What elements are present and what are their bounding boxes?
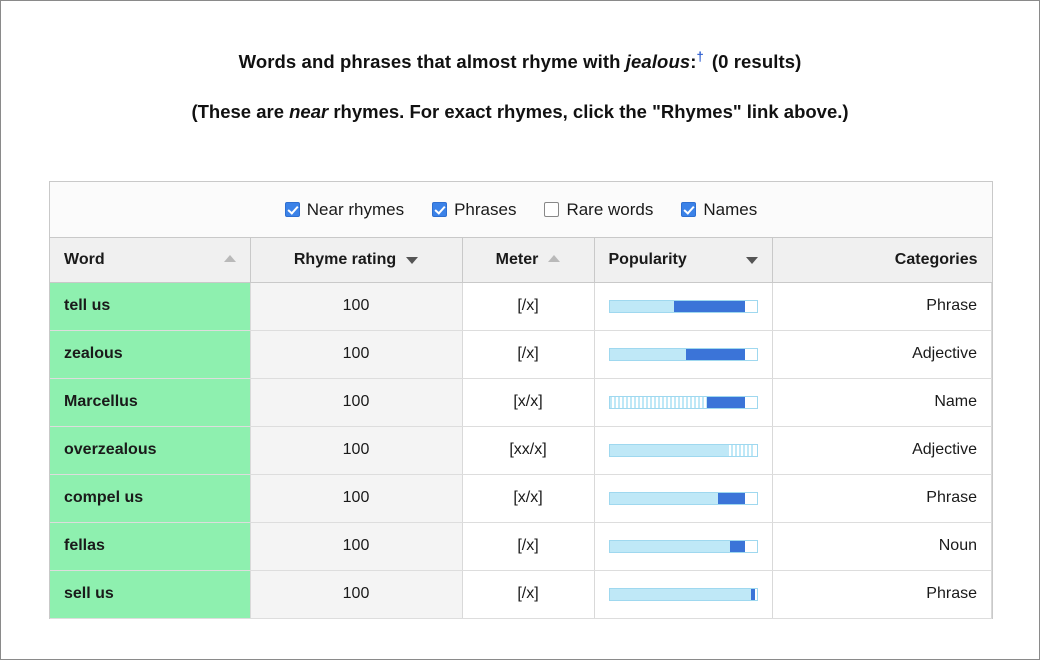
popularity-bar <box>609 444 758 457</box>
filter-names[interactable] <box>681 200 757 220</box>
cell-word[interactable]: Marcellus <box>50 378 250 426</box>
column-header-meter[interactable] <box>462 238 594 282</box>
table-row <box>50 522 992 570</box>
cell-meter: [/x] <box>462 570 594 618</box>
page-subtitle-emphasis: near <box>289 101 329 123</box>
popularity-bar-marker <box>730 541 745 552</box>
table-row <box>50 330 992 378</box>
table-row <box>50 378 992 426</box>
column-header-categories[interactable] <box>772 238 992 282</box>
cell-rhyme-rating: 100 <box>250 282 462 330</box>
cell-category: Phrase <box>772 570 992 618</box>
column-header-word[interactable] <box>50 238 250 282</box>
filter-rare-words[interactable] <box>544 200 653 220</box>
checkbox-phrases-icon[interactable] <box>432 202 447 217</box>
cell-word[interactable]: sell us <box>50 570 250 618</box>
cell-word[interactable]: zealous <box>50 330 250 378</box>
cell-meter: [/x] <box>462 522 594 570</box>
cell-word[interactable]: overzealous <box>50 426 250 474</box>
cell-popularity <box>594 570 772 618</box>
column-header-categories-label: Categories <box>894 250 978 268</box>
sort-arrow-updown-icon[interactable] <box>548 255 560 264</box>
filter-names-label: Names <box>703 199 758 219</box>
popularity-bar-fill <box>610 493 719 504</box>
filter-phrases-label: Phrases <box>454 199 517 219</box>
popularity-bar <box>609 396 758 409</box>
popularity-bar <box>609 300 758 313</box>
popularity-bar-fill <box>610 541 731 552</box>
checkbox-near-rhymes-icon[interactable] <box>285 202 300 217</box>
headings-block <box>1 1 1039 123</box>
cell-meter: [x/x] <box>462 378 594 426</box>
filter-near-rhymes-label: Near rhymes <box>306 199 405 219</box>
page-title <box>1 49 1039 73</box>
popularity-bar <box>609 492 758 505</box>
cell-popularity <box>594 330 772 378</box>
column-header-popularity-label: Popularity <box>608 250 687 268</box>
popularity-bar-dotted <box>610 397 707 408</box>
table-header-row <box>50 238 992 282</box>
filter-near-rhymes[interactable] <box>285 200 404 220</box>
popularity-bar <box>609 588 758 601</box>
cell-category: Adjective <box>772 330 992 378</box>
popularity-bar-marker <box>674 301 745 312</box>
rhymes-table <box>50 238 992 619</box>
cell-popularity <box>594 474 772 522</box>
popularity-bar <box>609 348 758 361</box>
popularity-bar-marker <box>686 349 745 360</box>
cell-category: Noun <box>772 522 992 570</box>
cell-rhyme-rating: 100 <box>250 474 462 522</box>
results-panel <box>49 181 993 619</box>
page-title-keyword: jealous <box>625 51 691 73</box>
cell-rhyme-rating: 100 <box>250 522 462 570</box>
popularity-bar-fill <box>610 589 751 600</box>
cell-popularity <box>594 378 772 426</box>
sort-arrow-down-icon[interactable] <box>406 255 418 264</box>
popularity-bar <box>609 540 758 553</box>
cell-rhyme-rating: 100 <box>250 570 462 618</box>
column-header-meter-label: Meter <box>495 250 539 268</box>
checkbox-names-icon[interactable] <box>681 202 696 217</box>
page-subtitle-before: (These are <box>191 101 290 123</box>
page-title-colon: : <box>690 51 697 73</box>
column-header-rhyme-rating-label: Rhyme rating <box>293 250 397 268</box>
cell-meter: [/x] <box>462 282 594 330</box>
cell-word[interactable]: fellas <box>50 522 250 570</box>
page-subtitle-after: rhymes. For exact rhymes, click the "Rhymes" link above.) <box>328 101 849 123</box>
cell-meter: [x/x] <box>462 474 594 522</box>
cell-popularity <box>594 522 772 570</box>
rhymes-table-body <box>50 282 992 618</box>
results-count: (0 results) <box>711 51 802 73</box>
popularity-bar-marker <box>718 493 744 504</box>
cell-word[interactable]: tell us <box>50 282 250 330</box>
table-row <box>50 474 992 522</box>
popularity-bar-fill <box>610 445 728 456</box>
rhymes-table-head <box>50 238 992 282</box>
sort-arrow-up-icon[interactable] <box>224 255 236 264</box>
filter-rare-words-label: Rare words <box>566 199 654 219</box>
cell-category: Adjective <box>772 426 992 474</box>
filter-bar <box>50 182 992 238</box>
cell-rhyme-rating: 100 <box>250 330 462 378</box>
checkbox-rare-words-icon[interactable] <box>544 202 559 217</box>
cell-popularity <box>594 426 772 474</box>
cell-category: Phrase <box>772 474 992 522</box>
page-title-prefix: Words and phrases that almost rhyme with <box>238 51 626 73</box>
table-row <box>50 282 992 330</box>
cell-category: Phrase <box>772 282 992 330</box>
column-header-popularity[interactable] <box>594 238 772 282</box>
cell-word[interactable]: compel us <box>50 474 250 522</box>
page-subtitle <box>1 101 1039 123</box>
table-row <box>50 570 992 618</box>
cell-popularity <box>594 282 772 330</box>
dagger-footnote-link[interactable]: † <box>696 49 704 64</box>
cell-meter: [xx/x] <box>462 426 594 474</box>
cell-rhyme-rating: 100 <box>250 426 462 474</box>
column-header-word-label: Word <box>64 250 105 268</box>
popularity-bar-marker <box>707 397 745 408</box>
column-header-rhyme-rating[interactable] <box>250 238 462 282</box>
cell-rhyme-rating: 100 <box>250 378 462 426</box>
cell-meter: [/x] <box>462 330 594 378</box>
popularity-bar-marker <box>751 589 755 600</box>
popularity-bar-dotted <box>727 445 753 456</box>
table-row <box>50 426 992 474</box>
cell-category: Name <box>772 378 992 426</box>
filter-phrases[interactable] <box>432 200 516 220</box>
sort-arrow-down-popularity-icon[interactable] <box>746 255 758 264</box>
